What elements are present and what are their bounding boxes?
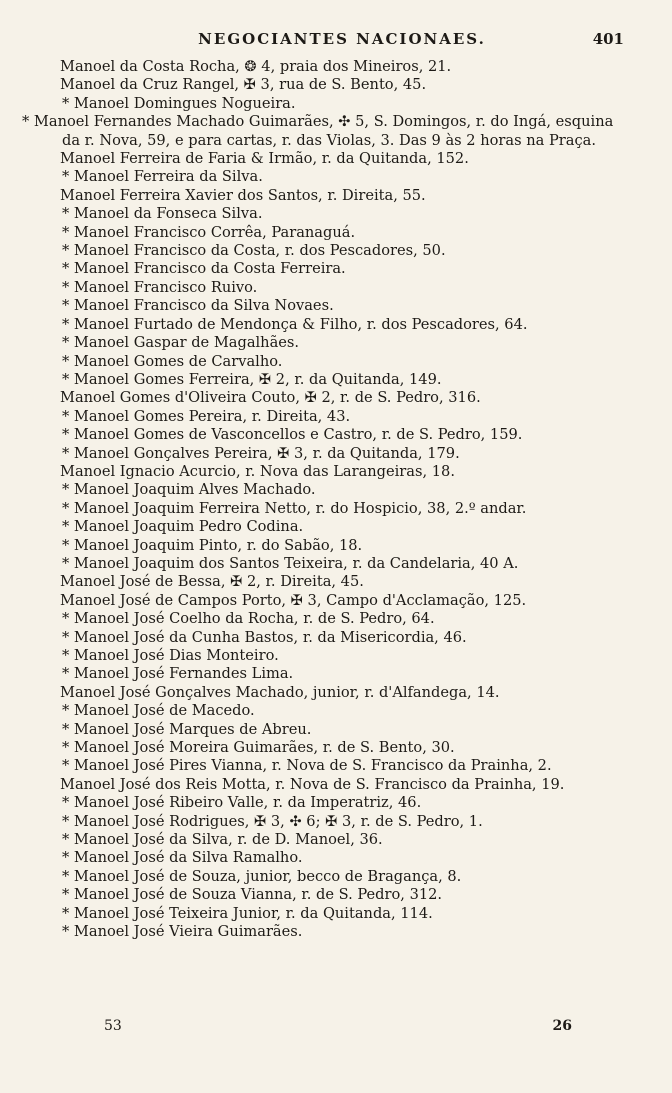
page-footer	[104, 1018, 572, 1038]
list-item: * Manoel José Pires Vianna, r. Nova de S. Francisco da Prainha, 2.	[62, 757, 552, 775]
list-item: Manoel Ferreira Xavier dos Santos, r. Direita, 55.	[60, 186, 426, 204]
list-item: * Manoel Joaquim Alves Machado.	[62, 481, 316, 499]
list-item: * Manoel Joaquim Ferreira Netto, r. do Hospicio, 38, 2.º andar.	[62, 499, 527, 517]
list-item: * Manoel José Marques de Abreu.	[62, 720, 312, 738]
list-item: * Manoel Gomes Ferreira, ✠ 2, r. da Quitanda, 149.	[62, 370, 442, 388]
list-item: * Manoel José Ribeiro Valle, r. da Imperatriz, 46.	[62, 794, 422, 812]
list-item: * Manoel Francisco da Costa Ferreira.	[62, 260, 346, 278]
list-item: * Manoel José de Souza, junior, becco de Bragança, 8.	[62, 867, 462, 885]
list-item: * Manoel Joaquim dos Santos Teixeira, r. da Candelaria, 40 A.	[62, 554, 519, 572]
list-item: Manoel José Gonçalves Machado, junior, r. d'Alfandega, 14.	[60, 683, 500, 701]
list-item: * Manoel Francisco da Silva Novaes.	[62, 297, 334, 315]
list-item: Manoel Gomes d'Oliveira Couto, ✠ 2, r. de S. Pedro, 316.	[60, 389, 481, 407]
sheet-number: 26	[552, 1018, 572, 1034]
list-item: * Manoel Francisco Ruivo.	[62, 278, 258, 296]
page-header	[60, 30, 624, 54]
list-item: * Manoel Gomes Pereira, r. Direita, 43.	[62, 407, 351, 425]
signature-mark: 53	[104, 1018, 122, 1034]
merchant-list	[22, 58, 632, 942]
list-item: * Manoel José Fernandes Lima.	[62, 665, 294, 683]
list-item: Manoel José de Bessa, ✠ 2, r. Direita, 45.	[60, 573, 364, 591]
list-item: * Manoel José Coelho da Rocha, r. de S. Pedro, 64.	[62, 610, 435, 628]
list-item: * Manoel José de Souza Vianna, r. de S. Pedro, 312.	[62, 886, 443, 904]
list-item: * Manoel Gaspar de Magalhães.	[62, 334, 300, 352]
list-item: * Manoel Francisco Corrêa, Paranaguá.	[62, 223, 356, 241]
list-item: * Manoel Francisco da Costa, r. dos Pescadores, 50.	[62, 242, 446, 260]
list-item: * Manoel da Fonseca Silva.	[62, 205, 263, 223]
list-item: * Manoel Joaquim Pinto, r. do Sabão, 18.	[62, 536, 363, 554]
list-item: * Manoel José Moreira Guimarães, r. de S. Bento, 30.	[62, 739, 455, 757]
list-item: * Manoel Gomes de Vasconcellos e Castro, r. de S. Pedro, 159.	[62, 426, 523, 444]
list-item: Manoel da Cruz Rangel, ✠ 3, rua de S. Bento, 45.	[60, 76, 427, 94]
list-item: * Manoel Joaquim Pedro Codina.	[62, 518, 304, 536]
list-item: * Manoel Gomes de Carvalho.	[62, 352, 283, 370]
page-title: NEGOCIANTES NACIONAES.	[198, 30, 486, 48]
list-item: Manoel da Costa Rocha, ❂ 4, praia dos Mineiros, 21.	[60, 58, 452, 75]
page-number: 401	[592, 30, 624, 48]
list-item: * Manoel Domingues Nogueira.	[62, 94, 296, 112]
list-item: Manoel Ignacio Acurcio, r. Nova das Larangeiras, 18.	[60, 462, 455, 480]
list-item: * Manoel José Teixeira Junior, r. da Quitanda, 114.	[62, 904, 433, 922]
list-item: * Manoel José da Silva, r. de D. Manoel, 36.	[62, 831, 383, 849]
list-item: * Manoel José da Cunha Bastos, r. da Misericordia, 46.	[62, 628, 467, 646]
list-item: Manoel José de Campos Porto, ✠ 3, Campo d'Acclamação, 125.	[60, 591, 527, 609]
list-item: * Manoel Fernandes Machado Guimarães, ✣ 5, S. Domingos, r. do Ingá, esquina da r. Nova, 59, e para cartas, r. das Violas, 3. Das 9 às 2 horas na Praça.	[22, 113, 614, 149]
list-item: * Manoel José Dias Monteiro.	[62, 647, 279, 664]
list-item: Manoel Ferreira de Faria & Irmão, r. da Quitanda, 152.	[60, 150, 469, 168]
list-item: Manoel José dos Reis Motta, r. Nova de S. Francisco da Prainha, 19.	[60, 775, 565, 793]
list-item: * Manoel José de Macedo.	[62, 702, 255, 720]
list-item: * Manoel Gonçalves Pereira, ✠ 3, r. da Quitanda, 179.	[62, 444, 460, 462]
list-item: * Manoel José Rodrigues, ✠ 3, ✣ 6; ✠ 3, r. de S. Pedro, 1.	[62, 812, 483, 830]
list-item: * Manoel José da Silva Ramalho.	[62, 849, 303, 867]
list-item: * Manoel José Vieira Guimarães.	[62, 923, 303, 941]
list-item: * Manoel Ferreira da Silva.	[62, 168, 263, 186]
list-item: * Manoel Furtado de Mendonça & Filho, r. dos Pescadores, 64.	[62, 315, 528, 333]
